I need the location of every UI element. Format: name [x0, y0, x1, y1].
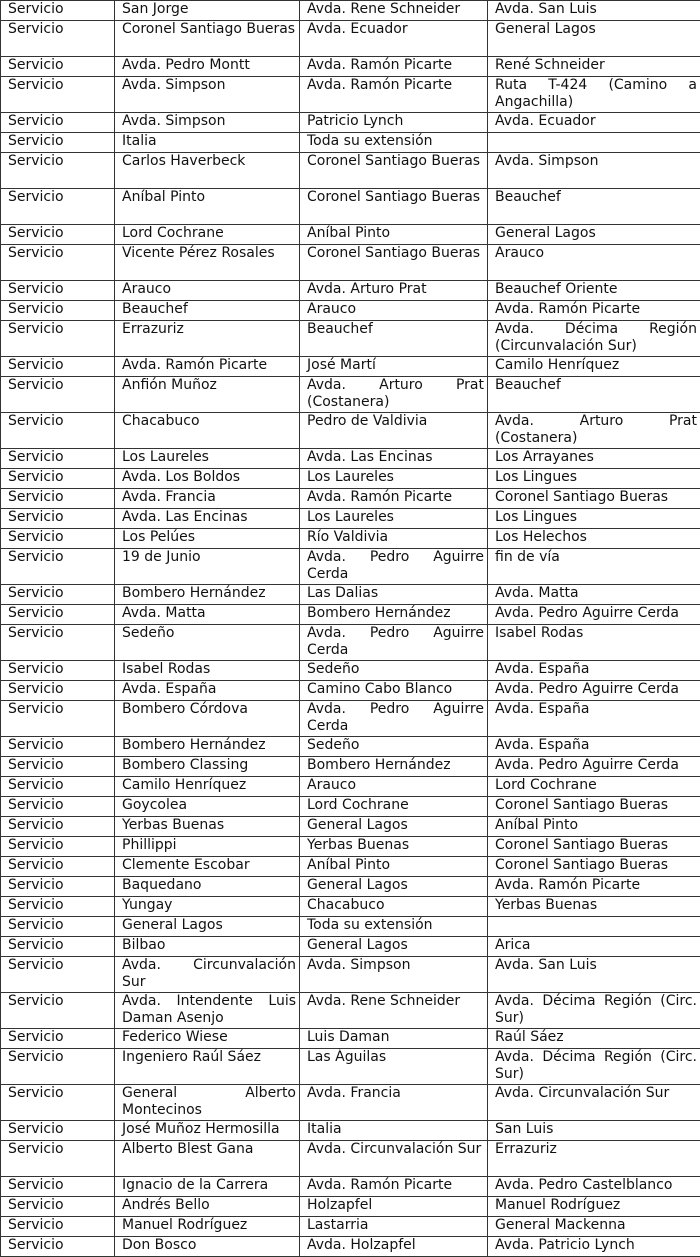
to-cell: Avda. Patricio Lynch	[488, 1237, 700, 1257]
street-cell: Italia	[115, 133, 300, 153]
table-row	[1, 625, 700, 661]
to-cell: Los Lingues	[488, 509, 700, 529]
to-cell: Avda. España	[488, 661, 700, 681]
to-cell: Avda. Ramón Picarte	[488, 301, 700, 321]
category-cell: Servicio	[1, 357, 115, 377]
street-cell: Bombero Classing	[115, 757, 300, 777]
to-cell: General Mackenna	[488, 1217, 700, 1237]
from-cell: Los Laureles	[300, 469, 488, 489]
street-cell: Avda. Matta	[115, 605, 300, 625]
table-row	[1, 57, 700, 77]
table-row	[1, 321, 700, 357]
street-cell: Errazuriz	[115, 321, 300, 357]
from-cell: Coronel Santiago Bueras	[300, 245, 488, 281]
category-cell: Servicio	[1, 57, 115, 77]
street-cell: Lord Cochrane	[115, 225, 300, 245]
to-cell: Avda. Arturo Prat (Costanera)	[488, 413, 700, 449]
to-cell: San Luis	[488, 1121, 700, 1141]
from-cell: Aníbal Pinto	[300, 857, 488, 877]
category-cell: Servicio	[1, 957, 115, 993]
from-cell: Avda. Pedro Aguirre Cerda	[300, 625, 488, 661]
to-cell: Beauchef	[488, 377, 700, 413]
from-cell: Yerbas Buenas	[300, 837, 488, 857]
category-cell: Servicio	[1, 133, 115, 153]
from-cell: Avda. Las Encinas	[300, 449, 488, 469]
to-cell: Avda. Matta	[488, 585, 700, 605]
category-cell: Servicio	[1, 301, 115, 321]
to-cell: General Lagos	[488, 225, 700, 245]
to-cell: Beauchef	[488, 189, 700, 225]
street-cell: Avda. Circunvalación Sur	[115, 957, 300, 993]
from-cell: Las Dalias	[300, 585, 488, 605]
street-cell: Avda. España	[115, 681, 300, 701]
street-cell: San Jorge	[115, 1, 300, 21]
category-cell: Servicio	[1, 1121, 115, 1141]
table-row	[1, 585, 700, 605]
category-cell: Servicio	[1, 917, 115, 937]
from-cell: Camino Cabo Blanco	[300, 681, 488, 701]
category-cell: Servicio	[1, 509, 115, 529]
category-cell: Servicio	[1, 585, 115, 605]
to-cell: Lord Cochrane	[488, 777, 700, 797]
table-row	[1, 681, 700, 701]
table-row	[1, 897, 700, 917]
street-cell: Goycolea	[115, 797, 300, 817]
street-cell: Aníbal Pinto	[115, 189, 300, 225]
street-cell: Los Pelúes	[115, 529, 300, 549]
category-cell: Servicio	[1, 549, 115, 585]
street-cell: Andrés Bello	[115, 1197, 300, 1217]
category-cell: Servicio	[1, 529, 115, 549]
category-cell: Servicio	[1, 153, 115, 189]
to-cell: Isabel Rodas	[488, 625, 700, 661]
street-cell: Ignacio de la Carrera	[115, 1177, 300, 1197]
to-cell: Camilo Henríquez	[488, 357, 700, 377]
from-cell: Sedeño	[300, 661, 488, 681]
table-row	[1, 413, 700, 449]
from-cell: Avda. Rene Schneider	[300, 993, 488, 1029]
category-cell: Servicio	[1, 817, 115, 837]
category-cell: Servicio	[1, 21, 115, 57]
from-cell: Avda. Ramón Picarte	[300, 489, 488, 509]
table-row	[1, 469, 700, 489]
to-cell: Avda. Décima Región (Circ. Sur)	[488, 1049, 700, 1085]
category-cell: Servicio	[1, 1029, 115, 1049]
category-cell: Servicio	[1, 281, 115, 301]
table-row	[1, 549, 700, 585]
to-cell: Aníbal Pinto	[488, 817, 700, 837]
from-cell: Avda. Simpson	[300, 957, 488, 993]
category-cell: Servicio	[1, 681, 115, 701]
from-cell: Bombero Hernández	[300, 605, 488, 625]
from-cell: Avda. Ramón Picarte	[300, 1177, 488, 1197]
street-cell: Avda. Intendente Luis Daman Asenjo	[115, 993, 300, 1029]
street-cell: Phillippi	[115, 837, 300, 857]
street-cell: Ingeniero Raúl Sáez	[115, 1049, 300, 1085]
from-cell: Patricio Lynch	[300, 113, 488, 133]
to-cell: Avda. Décima Región (Circunvalación Sur)	[488, 321, 700, 357]
from-cell: General Lagos	[300, 937, 488, 957]
table-row	[1, 837, 700, 857]
to-cell: Avda. San Luis	[488, 957, 700, 993]
from-cell: Arauco	[300, 301, 488, 321]
table-row	[1, 489, 700, 509]
from-cell: Bombero Hernández	[300, 757, 488, 777]
street-cell: Avda. Pedro Montt	[115, 57, 300, 77]
category-cell: Servicio	[1, 661, 115, 681]
street-cell: Don Bosco	[115, 1237, 300, 1257]
street-cell: Avda. Simpson	[115, 77, 300, 113]
street-cell: 19 de Junio	[115, 549, 300, 585]
street-cell: General Lagos	[115, 917, 300, 937]
from-cell: Coronel Santiago Bueras	[300, 153, 488, 189]
table-row	[1, 1121, 700, 1141]
to-cell: Avda. España	[488, 701, 700, 737]
to-cell: Coronel Santiago Bueras	[488, 489, 700, 509]
street-cell: Chacabuco	[115, 413, 300, 449]
from-cell: Italia	[300, 1121, 488, 1141]
table-row	[1, 301, 700, 321]
table-body	[1, 1, 700, 1257]
to-cell: Avda. Pedro Aguirre Cerda	[488, 681, 700, 701]
from-cell: Avda. Rene Schneider	[300, 1, 488, 21]
category-cell: Servicio	[1, 777, 115, 797]
category-cell: Servicio	[1, 857, 115, 877]
category-cell: Servicio	[1, 877, 115, 897]
street-cell: Bombero Córdova	[115, 701, 300, 737]
from-cell: Avda. Pedro Aguirre Cerda	[300, 701, 488, 737]
to-cell: Los Helechos	[488, 529, 700, 549]
table-row	[1, 737, 700, 757]
category-cell: Servicio	[1, 737, 115, 757]
category-cell: Servicio	[1, 113, 115, 133]
from-cell: Sedeño	[300, 737, 488, 757]
from-cell: Luis Daman	[300, 1029, 488, 1049]
to-cell: Avda. Simpson	[488, 153, 700, 189]
from-cell: Avda. Arturo Prat (Costanera)	[300, 377, 488, 413]
from-cell: José Martí	[300, 357, 488, 377]
category-cell: Servicio	[1, 469, 115, 489]
table-row	[1, 857, 700, 877]
street-cell: Sedeño	[115, 625, 300, 661]
table-row	[1, 133, 700, 153]
to-cell: Arauco	[488, 245, 700, 281]
street-cell: Federico Wiese	[115, 1029, 300, 1049]
street-cell: Avda. Los Boldos	[115, 469, 300, 489]
table-row	[1, 1197, 700, 1217]
table-row	[1, 661, 700, 681]
category-cell: Servicio	[1, 757, 115, 777]
table-row	[1, 993, 700, 1029]
table-row	[1, 113, 700, 133]
table-row	[1, 245, 700, 281]
street-cell: Yungay	[115, 897, 300, 917]
to-cell: Coronel Santiago Bueras	[488, 857, 700, 877]
table-row	[1, 937, 700, 957]
street-cell: Carlos Haverbeck	[115, 153, 300, 189]
street-cell: Beauchef	[115, 301, 300, 321]
category-cell: Servicio	[1, 1177, 115, 1197]
table-row	[1, 357, 700, 377]
table-row	[1, 1085, 700, 1121]
to-cell: Manuel Rodríguez	[488, 1197, 700, 1217]
from-cell: Pedro de Valdivia	[300, 413, 488, 449]
to-cell: Beauchef Oriente	[488, 281, 700, 301]
to-cell: Avda. España	[488, 737, 700, 757]
to-cell	[488, 133, 700, 153]
table-row	[1, 153, 700, 189]
table-row	[1, 21, 700, 57]
table-row	[1, 449, 700, 469]
to-cell	[488, 917, 700, 937]
street-cell: Isabel Rodas	[115, 661, 300, 681]
to-cell: Ruta T-424 (Camino a Angachilla)	[488, 77, 700, 113]
street-cell: General Alberto Montecinos	[115, 1085, 300, 1121]
category-cell: Servicio	[1, 1, 115, 21]
table-row	[1, 509, 700, 529]
to-cell: Avda. Circunvalación Sur	[488, 1085, 700, 1121]
category-cell: Servicio	[1, 1197, 115, 1217]
from-cell: Coronel Santiago Bueras	[300, 189, 488, 225]
table-row	[1, 1237, 700, 1257]
to-cell: Avda. Pedro Castelblanco	[488, 1177, 700, 1197]
from-cell: Río Valdivia	[300, 529, 488, 549]
street-cell: José Muñoz Hermosilla	[115, 1121, 300, 1141]
table-row	[1, 377, 700, 413]
category-cell: Servicio	[1, 1237, 115, 1257]
from-cell: Los Laureles	[300, 509, 488, 529]
from-cell: Arauco	[300, 777, 488, 797]
to-cell: Errazuriz	[488, 1141, 700, 1177]
street-cell: Bombero Hernández	[115, 737, 300, 757]
to-cell: fin de vía	[488, 549, 700, 585]
from-cell: Beauchef	[300, 321, 488, 357]
street-cell: Anfión Muñoz	[115, 377, 300, 413]
from-cell: Avda. Ramón Picarte	[300, 77, 488, 113]
table-row	[1, 189, 700, 225]
from-cell: Chacabuco	[300, 897, 488, 917]
table-row	[1, 817, 700, 837]
street-cell: Clemente Escobar	[115, 857, 300, 877]
table-row	[1, 225, 700, 245]
to-cell: Arica	[488, 937, 700, 957]
street-cell: Avda. Ramón Picarte	[115, 357, 300, 377]
street-cell: Camilo Henríquez	[115, 777, 300, 797]
category-cell: Servicio	[1, 225, 115, 245]
table-row	[1, 777, 700, 797]
table-row	[1, 701, 700, 737]
street-cell: Vicente Pérez Rosales	[115, 245, 300, 281]
street-cell: Avda. Francia	[115, 489, 300, 509]
from-cell: Avda. Ramón Picarte	[300, 57, 488, 77]
category-cell: Servicio	[1, 449, 115, 469]
table-row	[1, 605, 700, 625]
street-cell: Arauco	[115, 281, 300, 301]
to-cell: Avda. Ramón Picarte	[488, 877, 700, 897]
to-cell: Raúl Sáez	[488, 1029, 700, 1049]
category-cell: Servicio	[1, 937, 115, 957]
from-cell: General Lagos	[300, 877, 488, 897]
category-cell: Servicio	[1, 897, 115, 917]
from-cell: Avda. Pedro Aguirre Cerda	[300, 549, 488, 585]
category-cell: Servicio	[1, 1085, 115, 1121]
from-cell: Lastarria	[300, 1217, 488, 1237]
category-cell: Servicio	[1, 1217, 115, 1237]
table-row	[1, 797, 700, 817]
table-row	[1, 1217, 700, 1237]
from-cell: Toda su extensión	[300, 133, 488, 153]
street-cell: Manuel Rodríguez	[115, 1217, 300, 1237]
street-cell: Coronel Santiago Bueras	[115, 21, 300, 57]
to-cell: Avda. San Luis	[488, 1, 700, 21]
from-cell: Avda. Circunvalación Sur	[300, 1141, 488, 1177]
category-cell: Servicio	[1, 413, 115, 449]
from-cell: Lord Cochrane	[300, 797, 488, 817]
to-cell: Avda. Décima Región (Circ. Sur)	[488, 993, 700, 1029]
from-cell: Toda su extensión	[300, 917, 488, 937]
street-cell: Avda. Simpson	[115, 113, 300, 133]
category-cell: Servicio	[1, 837, 115, 857]
table-row	[1, 1049, 700, 1085]
table-row	[1, 529, 700, 549]
category-cell: Servicio	[1, 605, 115, 625]
from-cell: Avda. Francia	[300, 1085, 488, 1121]
table-row	[1, 1029, 700, 1049]
category-cell: Servicio	[1, 701, 115, 737]
from-cell: Avda. Ecuador	[300, 21, 488, 57]
street-cell: Avda. Las Encinas	[115, 509, 300, 529]
table-row	[1, 1141, 700, 1177]
from-cell: Aníbal Pinto	[300, 225, 488, 245]
from-cell: Las Águilas	[300, 1049, 488, 1085]
table-row	[1, 877, 700, 897]
table-row	[1, 957, 700, 993]
to-cell: Coronel Santiago Bueras	[488, 837, 700, 857]
street-cell: Bombero Hernández	[115, 585, 300, 605]
table-row	[1, 281, 700, 301]
category-cell: Servicio	[1, 1049, 115, 1085]
category-cell: Servicio	[1, 377, 115, 413]
from-cell: General Lagos	[300, 817, 488, 837]
to-cell: René Schneider	[488, 57, 700, 77]
street-cell: Bilbao	[115, 937, 300, 957]
to-cell: Avda. Ecuador	[488, 113, 700, 133]
street-cell: Baquedano	[115, 877, 300, 897]
street-cell: Yerbas Buenas	[115, 817, 300, 837]
to-cell: General Lagos	[488, 21, 700, 57]
category-cell: Servicio	[1, 489, 115, 509]
to-cell: Los Lingues	[488, 469, 700, 489]
table-row	[1, 1, 700, 21]
table-row	[1, 757, 700, 777]
to-cell: Avda. Pedro Aguirre Cerda	[488, 757, 700, 777]
category-cell: Servicio	[1, 625, 115, 661]
category-cell: Servicio	[1, 77, 115, 113]
category-cell: Servicio	[1, 189, 115, 225]
from-cell: Avda. Holzapfel	[300, 1237, 488, 1257]
from-cell: Holzapfel	[300, 1197, 488, 1217]
category-cell: Servicio	[1, 993, 115, 1029]
category-cell: Servicio	[1, 245, 115, 281]
to-cell: Los Arrayanes	[488, 449, 700, 469]
table-row	[1, 917, 700, 937]
table-row	[1, 77, 700, 113]
table-row	[1, 1177, 700, 1197]
to-cell: Coronel Santiago Bueras	[488, 797, 700, 817]
street-cell: Alberto Blest Gana	[115, 1141, 300, 1177]
to-cell: Yerbas Buenas	[488, 897, 700, 917]
category-cell: Servicio	[1, 797, 115, 817]
street-cell: Los Laureles	[115, 449, 300, 469]
from-cell: Avda. Arturo Prat	[300, 281, 488, 301]
to-cell: Avda. Pedro Aguirre Cerda	[488, 605, 700, 625]
category-cell: Servicio	[1, 1141, 115, 1177]
category-cell: Servicio	[1, 321, 115, 357]
